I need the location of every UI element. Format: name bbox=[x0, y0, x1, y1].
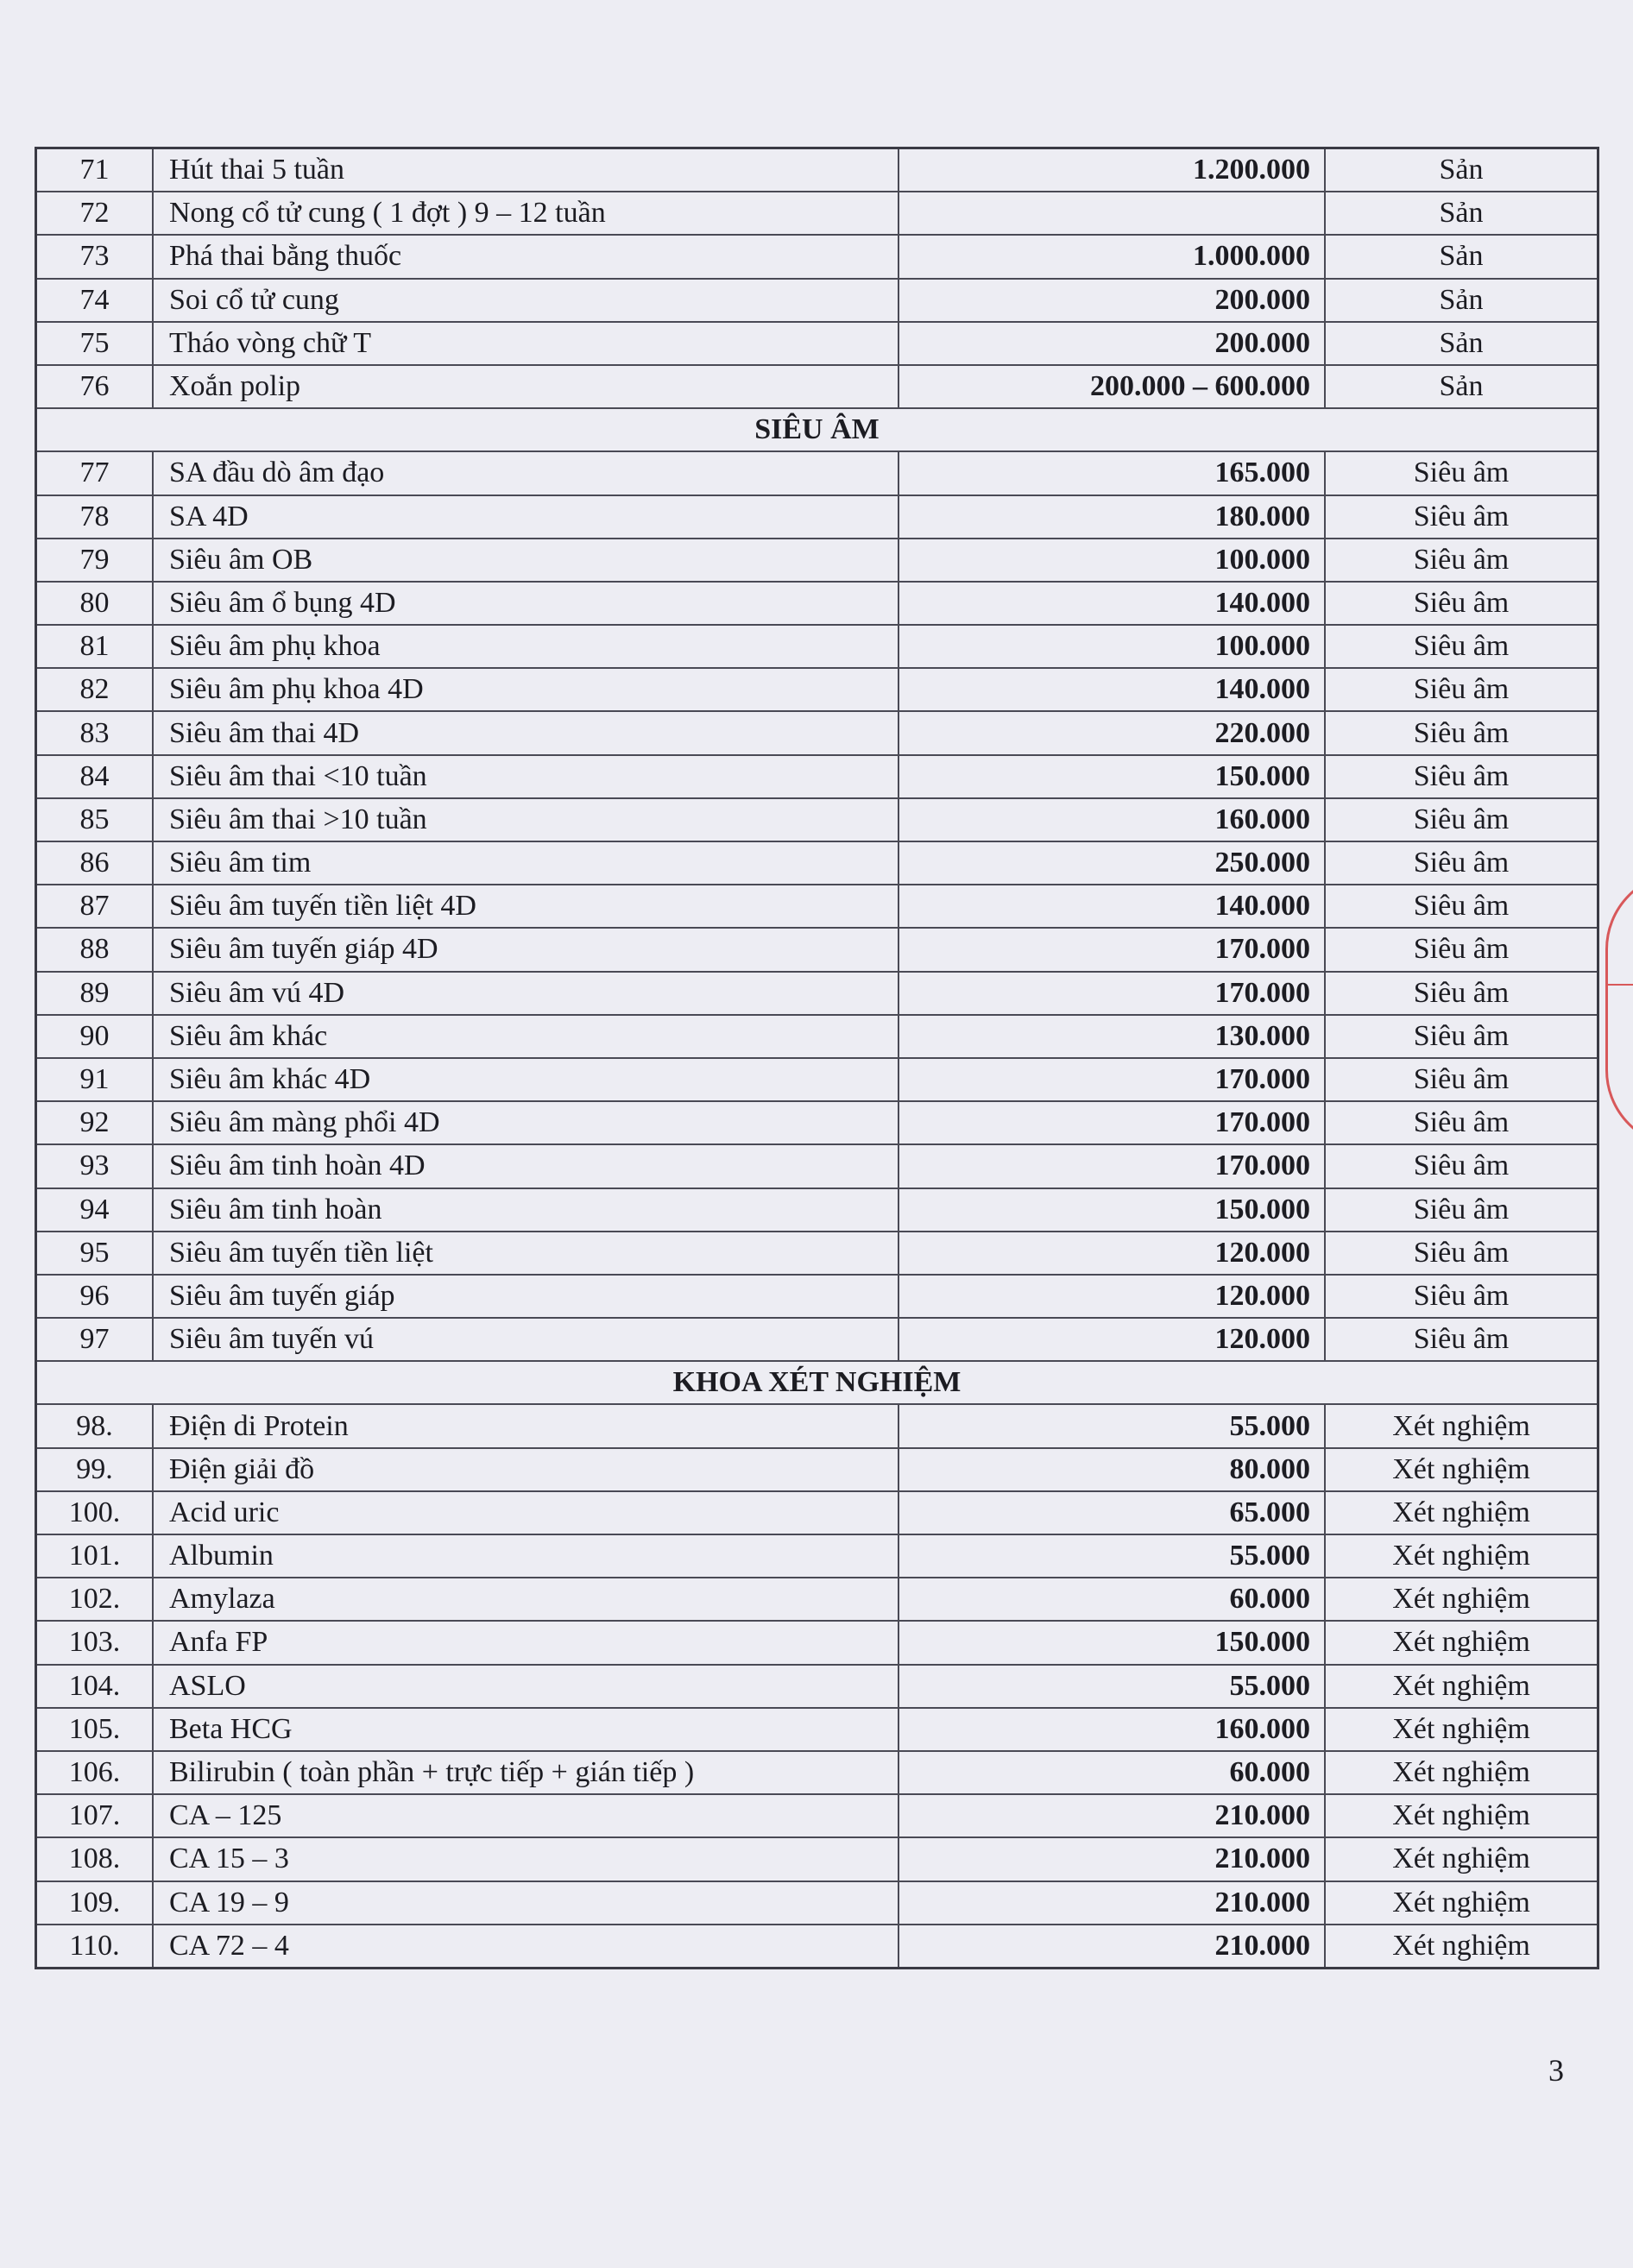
department: Siêu âm bbox=[1325, 1058, 1598, 1101]
row-number: 96 bbox=[36, 1275, 154, 1318]
row-number: 76 bbox=[36, 365, 154, 408]
row-number: 74 bbox=[36, 279, 154, 322]
service-price bbox=[898, 192, 1325, 235]
service-name: Siêu âm tuyến tiền liệt 4D bbox=[153, 885, 898, 928]
service-name: Nong cổ tử cung ( 1 đợt ) 9 – 12 tuần bbox=[153, 192, 898, 235]
department: Siêu âm bbox=[1325, 841, 1598, 885]
service-name: Siêu âm tinh hoàn bbox=[153, 1188, 898, 1232]
service-name: CA 15 – 3 bbox=[153, 1837, 898, 1881]
table-row bbox=[36, 1058, 1598, 1101]
service-name: CA 72 – 4 bbox=[153, 1925, 898, 1969]
row-number: 99. bbox=[36, 1448, 154, 1491]
table-row bbox=[36, 1665, 1598, 1708]
department: Sản bbox=[1325, 365, 1598, 408]
stamp-ring bbox=[1605, 872, 1633, 1148]
table-row bbox=[36, 1925, 1598, 1969]
stamp-band bbox=[1605, 984, 1633, 986]
row-number: 94 bbox=[36, 1188, 154, 1232]
department: Xét nghiệm bbox=[1325, 1534, 1598, 1578]
service-price: 170.000 bbox=[898, 928, 1325, 971]
service-name: ASLO bbox=[153, 1665, 898, 1708]
row-number: 95 bbox=[36, 1232, 154, 1275]
row-number: 101. bbox=[36, 1534, 154, 1578]
table-row bbox=[36, 451, 1598, 495]
service-price: 165.000 bbox=[898, 451, 1325, 495]
service-price: 55.000 bbox=[898, 1534, 1325, 1578]
row-number: 81 bbox=[36, 625, 154, 668]
service-price: 200.000 – 600.000 bbox=[898, 365, 1325, 408]
section-header-row bbox=[36, 408, 1598, 451]
department: Xét nghiệm bbox=[1325, 1708, 1598, 1751]
service-price: 170.000 bbox=[898, 1144, 1325, 1188]
table-row bbox=[36, 1188, 1598, 1232]
service-price: 120.000 bbox=[898, 1318, 1325, 1361]
table-row bbox=[36, 582, 1598, 625]
service-name: Siêu âm tuyến vú bbox=[153, 1318, 898, 1361]
department: Siêu âm bbox=[1325, 885, 1598, 928]
row-number: 105. bbox=[36, 1708, 154, 1751]
row-number: 89 bbox=[36, 972, 154, 1015]
service-name: Siêu âm OB bbox=[153, 539, 898, 582]
service-price: 210.000 bbox=[898, 1925, 1325, 1969]
row-number: 106. bbox=[36, 1751, 154, 1794]
service-price: 160.000 bbox=[898, 1708, 1325, 1751]
table-row bbox=[36, 365, 1598, 408]
row-number: 73 bbox=[36, 235, 154, 278]
table-row bbox=[36, 928, 1598, 971]
service-name: Siêu âm tuyến giáp bbox=[153, 1275, 898, 1318]
service-price: 140.000 bbox=[898, 668, 1325, 711]
row-number: 91 bbox=[36, 1058, 154, 1101]
service-price: 210.000 bbox=[898, 1837, 1325, 1881]
service-name: Siêu âm thai <10 tuần bbox=[153, 755, 898, 798]
service-name: Siêu âm màng phổi 4D bbox=[153, 1101, 898, 1144]
service-name: CA – 125 bbox=[153, 1794, 898, 1837]
department: Siêu âm bbox=[1325, 1275, 1598, 1318]
service-price: 1.200.000 bbox=[898, 148, 1325, 192]
service-name: Xoắn polip bbox=[153, 365, 898, 408]
table-row bbox=[36, 1881, 1598, 1925]
table-row bbox=[36, 1491, 1598, 1534]
service-name: CA 19 – 9 bbox=[153, 1881, 898, 1925]
service-price: 200.000 bbox=[898, 279, 1325, 322]
department: Siêu âm bbox=[1325, 1144, 1598, 1188]
table-row bbox=[36, 1015, 1598, 1058]
service-name: Siêu âm thai 4D bbox=[153, 711, 898, 754]
department: Siêu âm bbox=[1325, 928, 1598, 971]
table-row bbox=[36, 1794, 1598, 1837]
service-name: Albumin bbox=[153, 1534, 898, 1578]
service-price: 250.000 bbox=[898, 841, 1325, 885]
department: Xét nghiệm bbox=[1325, 1881, 1598, 1925]
service-price: 60.000 bbox=[898, 1578, 1325, 1621]
department: Xét nghiệm bbox=[1325, 1837, 1598, 1881]
service-price: 60.000 bbox=[898, 1751, 1325, 1794]
row-number: 87 bbox=[36, 885, 154, 928]
department: Xét nghiệm bbox=[1325, 1751, 1598, 1794]
department: Xét nghiệm bbox=[1325, 1491, 1598, 1534]
table-row bbox=[36, 322, 1598, 365]
table-row bbox=[36, 1275, 1598, 1318]
department: Xét nghiệm bbox=[1325, 1925, 1598, 1969]
row-number: 75 bbox=[36, 322, 154, 365]
table-row bbox=[36, 625, 1598, 668]
row-number: 78 bbox=[36, 495, 154, 539]
page-number: 3 bbox=[1548, 2053, 1564, 2088]
row-number: 110. bbox=[36, 1925, 154, 1969]
service-price: 55.000 bbox=[898, 1404, 1325, 1447]
row-number: 86 bbox=[36, 841, 154, 885]
table-row bbox=[36, 539, 1598, 582]
table-row bbox=[36, 972, 1598, 1015]
service-price: 55.000 bbox=[898, 1665, 1325, 1708]
department: Siêu âm bbox=[1325, 495, 1598, 539]
price-table-body bbox=[36, 148, 1598, 1969]
section-title: SIÊU ÂM bbox=[36, 408, 1598, 451]
row-number: 92 bbox=[36, 1101, 154, 1144]
service-name: Siêu âm thai >10 tuần bbox=[153, 798, 898, 841]
row-number: 103. bbox=[36, 1621, 154, 1664]
service-name: Siêu âm tuyến giáp 4D bbox=[153, 928, 898, 971]
service-name: Amylaza bbox=[153, 1578, 898, 1621]
service-price: 120.000 bbox=[898, 1275, 1325, 1318]
service-name: Siêu âm tim bbox=[153, 841, 898, 885]
row-number: 109. bbox=[36, 1881, 154, 1925]
table-row bbox=[36, 1708, 1598, 1751]
service-price: 200.000 bbox=[898, 322, 1325, 365]
table-row bbox=[36, 1621, 1598, 1664]
department: Sản bbox=[1325, 235, 1598, 278]
service-name: Điện giải đồ bbox=[153, 1448, 898, 1491]
department: Siêu âm bbox=[1325, 582, 1598, 625]
department: Sản bbox=[1325, 279, 1598, 322]
service-name: Soi cổ tử cung bbox=[153, 279, 898, 322]
table-row bbox=[36, 885, 1598, 928]
department: Siêu âm bbox=[1325, 668, 1598, 711]
row-number: 72 bbox=[36, 192, 154, 235]
row-number: 90 bbox=[36, 1015, 154, 1058]
service-price: 170.000 bbox=[898, 972, 1325, 1015]
row-number: 83 bbox=[36, 711, 154, 754]
table-row bbox=[36, 1101, 1598, 1144]
department: Xét nghiệm bbox=[1325, 1621, 1598, 1664]
table-row bbox=[36, 192, 1598, 235]
row-number: 77 bbox=[36, 451, 154, 495]
service-price: 220.000 bbox=[898, 711, 1325, 754]
row-number: 71 bbox=[36, 148, 154, 192]
section-header-row bbox=[36, 1361, 1598, 1404]
service-price: 170.000 bbox=[898, 1101, 1325, 1144]
service-name: Siêu âm phụ khoa bbox=[153, 625, 898, 668]
table-row bbox=[36, 1534, 1598, 1578]
department: Siêu âm bbox=[1325, 1101, 1598, 1144]
service-name: SA 4D bbox=[153, 495, 898, 539]
row-number: 107. bbox=[36, 1794, 154, 1837]
service-name: Siêu âm khác 4D bbox=[153, 1058, 898, 1101]
row-number: 80 bbox=[36, 582, 154, 625]
table-row bbox=[36, 668, 1598, 711]
row-number: 82 bbox=[36, 668, 154, 711]
row-number: 102. bbox=[36, 1578, 154, 1621]
service-price: 210.000 bbox=[898, 1794, 1325, 1837]
department: Xét nghiệm bbox=[1325, 1578, 1598, 1621]
table-row bbox=[36, 235, 1598, 278]
row-number: 100. bbox=[36, 1491, 154, 1534]
service-price: 210.000 bbox=[898, 1881, 1325, 1925]
service-name: Điện di Protein bbox=[153, 1404, 898, 1447]
service-price: 140.000 bbox=[898, 885, 1325, 928]
table-row bbox=[36, 1144, 1598, 1188]
service-price: 130.000 bbox=[898, 1015, 1325, 1058]
service-name: Siêu âm vú 4D bbox=[153, 972, 898, 1015]
service-price: 140.000 bbox=[898, 582, 1325, 625]
service-name: Tháo vòng chữ T bbox=[153, 322, 898, 365]
department: Siêu âm bbox=[1325, 1318, 1598, 1361]
service-name: Siêu âm khác bbox=[153, 1015, 898, 1058]
service-price: 150.000 bbox=[898, 755, 1325, 798]
service-name: Siêu âm ổ bụng 4D bbox=[153, 582, 898, 625]
service-price: 80.000 bbox=[898, 1448, 1325, 1491]
service-name: Hút thai 5 tuần bbox=[153, 148, 898, 192]
department: Sản bbox=[1325, 192, 1598, 235]
table-row bbox=[36, 1751, 1598, 1794]
department: Siêu âm bbox=[1325, 1232, 1598, 1275]
service-price: 150.000 bbox=[898, 1621, 1325, 1664]
table-row bbox=[36, 1578, 1598, 1621]
department: Xét nghiệm bbox=[1325, 1665, 1598, 1708]
department: Siêu âm bbox=[1325, 1188, 1598, 1232]
service-price: 180.000 bbox=[898, 495, 1325, 539]
service-price: 150.000 bbox=[898, 1188, 1325, 1232]
table-row bbox=[36, 1404, 1598, 1447]
row-number: 98. bbox=[36, 1404, 154, 1447]
row-number: 85 bbox=[36, 798, 154, 841]
red-stamp-fragment bbox=[1598, 872, 1633, 1148]
price-table bbox=[35, 147, 1599, 1969]
service-price: 160.000 bbox=[898, 798, 1325, 841]
table-row bbox=[36, 279, 1598, 322]
service-price: 120.000 bbox=[898, 1232, 1325, 1275]
service-price: 170.000 bbox=[898, 1058, 1325, 1101]
service-price: 100.000 bbox=[898, 625, 1325, 668]
department: Xét nghiệm bbox=[1325, 1794, 1598, 1837]
department: Siêu âm bbox=[1325, 539, 1598, 582]
section-title: KHOA XÉT NGHIỆM bbox=[36, 1361, 1598, 1404]
table-row bbox=[36, 798, 1598, 841]
service-name: Phá thai bằng thuốc bbox=[153, 235, 898, 278]
department: Siêu âm bbox=[1325, 451, 1598, 495]
row-number: 104. bbox=[36, 1665, 154, 1708]
row-number: 93 bbox=[36, 1144, 154, 1188]
department: Sản bbox=[1325, 322, 1598, 365]
table-row bbox=[36, 711, 1598, 754]
department: Xét nghiệm bbox=[1325, 1404, 1598, 1447]
row-number: 88 bbox=[36, 928, 154, 971]
department: Siêu âm bbox=[1325, 625, 1598, 668]
service-name: Anfa FP bbox=[153, 1621, 898, 1664]
department: Siêu âm bbox=[1325, 1015, 1598, 1058]
department: Xét nghiệm bbox=[1325, 1448, 1598, 1491]
row-number: 79 bbox=[36, 539, 154, 582]
row-number: 97 bbox=[36, 1318, 154, 1361]
service-name: Acid uric bbox=[153, 1491, 898, 1534]
row-number: 84 bbox=[36, 755, 154, 798]
row-number: 108. bbox=[36, 1837, 154, 1881]
service-name: SA đầu dò âm đạo bbox=[153, 451, 898, 495]
service-name: Siêu âm phụ khoa 4D bbox=[153, 668, 898, 711]
department: Siêu âm bbox=[1325, 755, 1598, 798]
table-row bbox=[36, 1232, 1598, 1275]
department: Siêu âm bbox=[1325, 711, 1598, 754]
table-row bbox=[36, 1448, 1598, 1491]
service-name: Beta HCG bbox=[153, 1708, 898, 1751]
service-name: Siêu âm tinh hoàn 4D bbox=[153, 1144, 898, 1188]
service-price: 65.000 bbox=[898, 1491, 1325, 1534]
service-name: Siêu âm tuyến tiền liệt bbox=[153, 1232, 898, 1275]
table-row bbox=[36, 841, 1598, 885]
department: Sản bbox=[1325, 148, 1598, 192]
department: Siêu âm bbox=[1325, 972, 1598, 1015]
table-row bbox=[36, 755, 1598, 798]
table-row bbox=[36, 1318, 1598, 1361]
service-price: 1.000.000 bbox=[898, 235, 1325, 278]
table-row bbox=[36, 1837, 1598, 1881]
department: Siêu âm bbox=[1325, 798, 1598, 841]
table-row bbox=[36, 495, 1598, 539]
service-name: Bilirubin ( toàn phần + trực tiếp + gián tiếp ) bbox=[153, 1751, 898, 1794]
table-row bbox=[36, 148, 1598, 192]
service-price: 100.000 bbox=[898, 539, 1325, 582]
